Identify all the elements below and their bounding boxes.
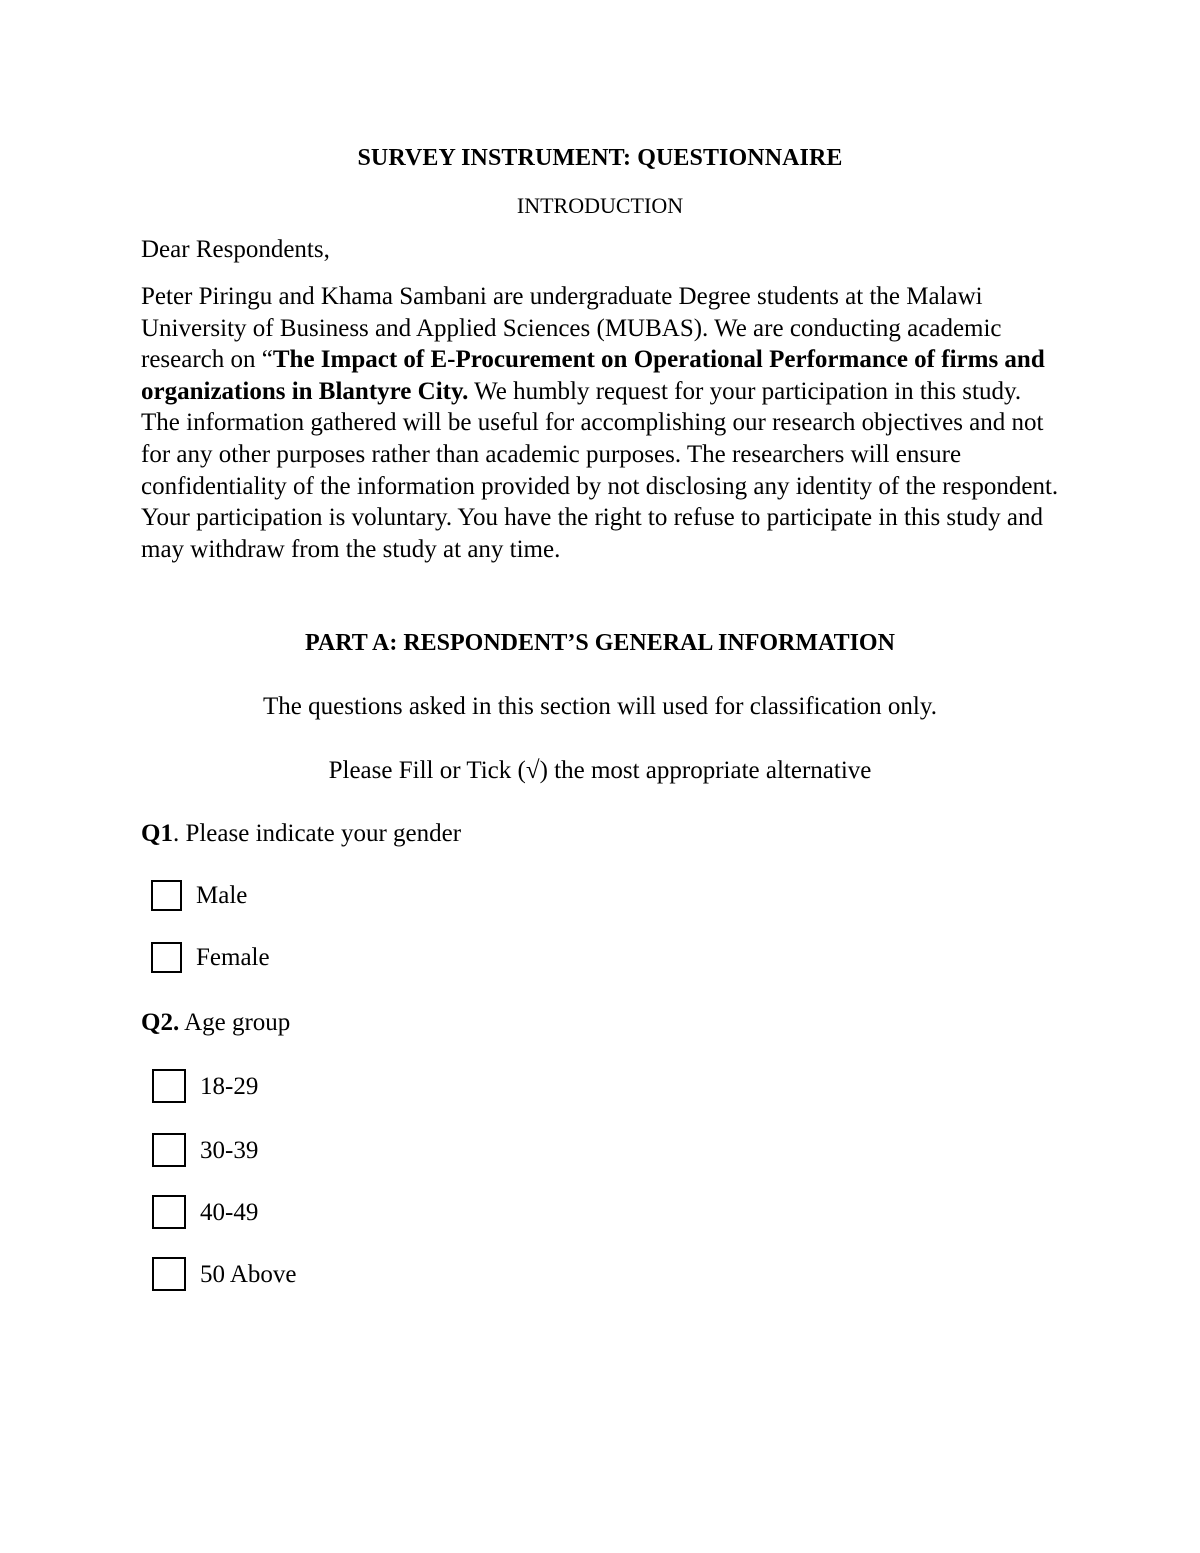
question-2	[141, 1007, 290, 1038]
question-1	[141, 818, 461, 849]
age-30-39-checkbox[interactable]	[152, 1133, 186, 1167]
part-a-heading: PART A: RESPONDENT’S GENERAL INFORMATION	[305, 630, 895, 656]
option-label: 18-29	[200, 1072, 259, 1100]
age-50-above-checkbox[interactable]	[152, 1257, 186, 1291]
option-label: Female	[196, 944, 270, 971]
option-label: 30-39	[200, 1136, 259, 1164]
salutation: Dear Respondents,	[141, 236, 330, 263]
introduction-paragraph	[141, 281, 1061, 565]
option-female	[151, 942, 270, 973]
document-title: SURVEY INSTRUMENT: QUESTIONNAIRE	[357, 145, 843, 171]
age-18-29-checkbox[interactable]	[152, 1069, 186, 1103]
age-40-49-checkbox[interactable]	[152, 1195, 186, 1229]
option-label: 50 Above	[200, 1260, 297, 1288]
intro-text-end: We humbly request for your participation in this study. The information gathered will be useful for accomplishing our research objectives and not for any other purposes rather than academic purposes. The researchers will ensure confidentiality of the information provided by not disclosing any identity of the respondent. Your participation is voluntary. You have the right to refuse to participate in this study and may withdraw from the study at any time.	[141, 377, 1059, 563]
question-1-number: Q1	[141, 820, 173, 847]
option-age-50-above	[152, 1257, 297, 1291]
question-1-text: . Please indicate your gender	[172, 820, 462, 847]
option-age-18-29	[152, 1069, 258, 1103]
question-2-text: Age group	[179, 1009, 291, 1036]
research-title: The Impact of E-Procurement on Operational Performance of firms and organizations in Blantyre City.	[141, 346, 1045, 405]
option-age-30-39	[152, 1133, 258, 1167]
option-label: 40-49	[200, 1198, 259, 1226]
classification-note: The questions asked in this section will used for classification only.	[263, 693, 937, 720]
female-checkbox[interactable]	[151, 942, 182, 973]
option-male	[151, 880, 247, 911]
option-label: Male	[196, 882, 248, 909]
option-age-40-49	[152, 1195, 258, 1229]
male-checkbox[interactable]	[151, 880, 182, 911]
instruction-line: Please Fill or Tick (√) the most appropriate alternative	[328, 757, 872, 784]
intro-text-start: Peter Piringu and Khama Sambani are undergraduate Degree students at the Malawi University of Business and Applied Sciences (MUBAS). We are conducting academic research on “	[141, 283, 1002, 374]
section-subtitle: INTRODUCTION	[516, 193, 684, 218]
question-2-number: Q2.	[141, 1009, 180, 1036]
